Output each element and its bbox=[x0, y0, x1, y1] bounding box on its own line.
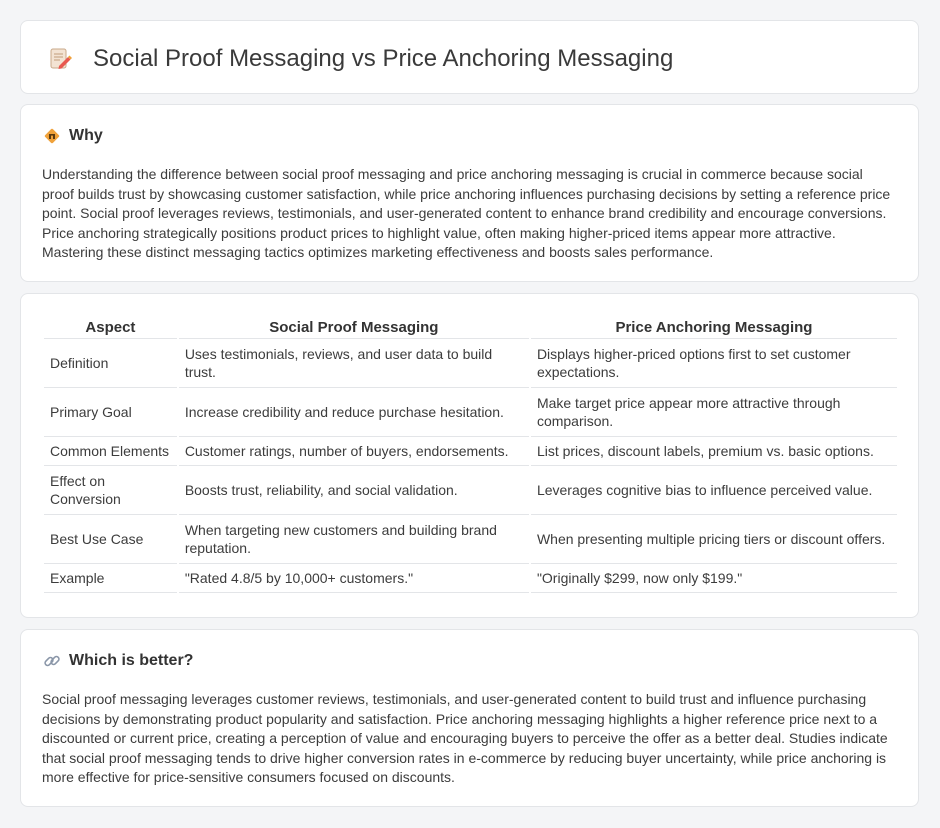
table-cell: Boosts trust, reliability, and social validation. bbox=[179, 466, 529, 515]
table-cell: Leverages cognitive bias to influence perceived value. bbox=[531, 466, 897, 515]
which-is-better-section bbox=[20, 629, 919, 807]
table-cell: Displays higher-priced options first to set customer expectations. bbox=[531, 339, 897, 388]
table-header-row bbox=[44, 316, 897, 339]
table-cell: When presenting multiple pricing tiers or discount offers. bbox=[531, 515, 897, 564]
table-cell-aspect: Definition bbox=[44, 339, 177, 388]
why-text: Understanding the difference between social proof messaging and price anchoring messaging is crucial in commerce because social proof builds trust by showcasing customer satisfaction, while price anchoring influences purchasing decisions by setting a reference price point. Social proof leverages reviews, testimonials, and user-generated content to enhance brand credibility and encourage conversions. Price anchoring strategically positions product prices to highlight value, often making higher-priced items appear more attractive. Mastering these distinct messaging tactics optimizes marketing effectiveness and boosts sales performance. bbox=[42, 166, 891, 261]
link-icon bbox=[43, 652, 61, 670]
column-header: Aspect bbox=[44, 316, 177, 339]
table-row bbox=[44, 466, 897, 515]
table-row bbox=[44, 388, 897, 437]
column-header: Price Anchoring Messaging bbox=[531, 316, 897, 339]
table-cell: Increase credibility and reduce purchase hesitation. bbox=[179, 388, 529, 437]
better-heading: Which is better? bbox=[69, 652, 194, 669]
table-cell-aspect: Example bbox=[44, 564, 177, 593]
table-cell-aspect: Effect on Conversion bbox=[44, 466, 177, 515]
table-cell: "Rated 4.8/5 by 10,000+ customers." bbox=[179, 564, 529, 593]
column-header: Social Proof Messaging bbox=[179, 316, 529, 339]
table-cell: When targeting new customers and building brand reputation. bbox=[179, 515, 529, 564]
diamond-sign-icon bbox=[43, 127, 61, 145]
why-section bbox=[20, 104, 919, 282]
why-heading: Why bbox=[69, 127, 103, 144]
better-text: Social proof messaging leverages customer reviews, testimonials, and user-generated content to build trust and influence purchasing decisions by demonstrating product popularity and satisfaction. Price anchoring messaging highlights a higher reference price next to a discounted or current price, creating a perception of value and encouraging buyers to perceive the offer as a better deal. Studies indicate that social proof messaging tends to drive higher conversion rates in e-commerce by reducing buyer uncertainty, while price anchoring is more effective for price-sensitive consumers focused on discounts. bbox=[42, 691, 888, 786]
table-cell-aspect: Common Elements bbox=[44, 437, 177, 466]
table-cell: Customer ratings, number of buyers, endorsements. bbox=[179, 437, 529, 466]
table-cell: Uses testimonials, reviews, and user data to build trust. bbox=[179, 339, 529, 388]
table-row bbox=[44, 339, 897, 388]
header-card bbox=[20, 20, 919, 94]
table-cell: "Originally $299, now only $199." bbox=[531, 564, 897, 593]
table-cell-aspect: Primary Goal bbox=[44, 388, 177, 437]
table-row bbox=[44, 437, 897, 466]
table-row bbox=[44, 515, 897, 564]
comparison-section bbox=[20, 293, 919, 618]
comparison-table bbox=[42, 316, 899, 593]
table-cell: List prices, discount labels, premium vs. basic options. bbox=[531, 437, 897, 466]
table-cell: Make target price appear more attractive through comparison. bbox=[531, 388, 897, 437]
document-pencil-icon bbox=[47, 46, 73, 72]
table-cell-aspect: Best Use Case bbox=[44, 515, 177, 564]
page-title: Social Proof Messaging vs Price Anchoring Messaging bbox=[93, 45, 674, 72]
table-row bbox=[44, 564, 897, 593]
